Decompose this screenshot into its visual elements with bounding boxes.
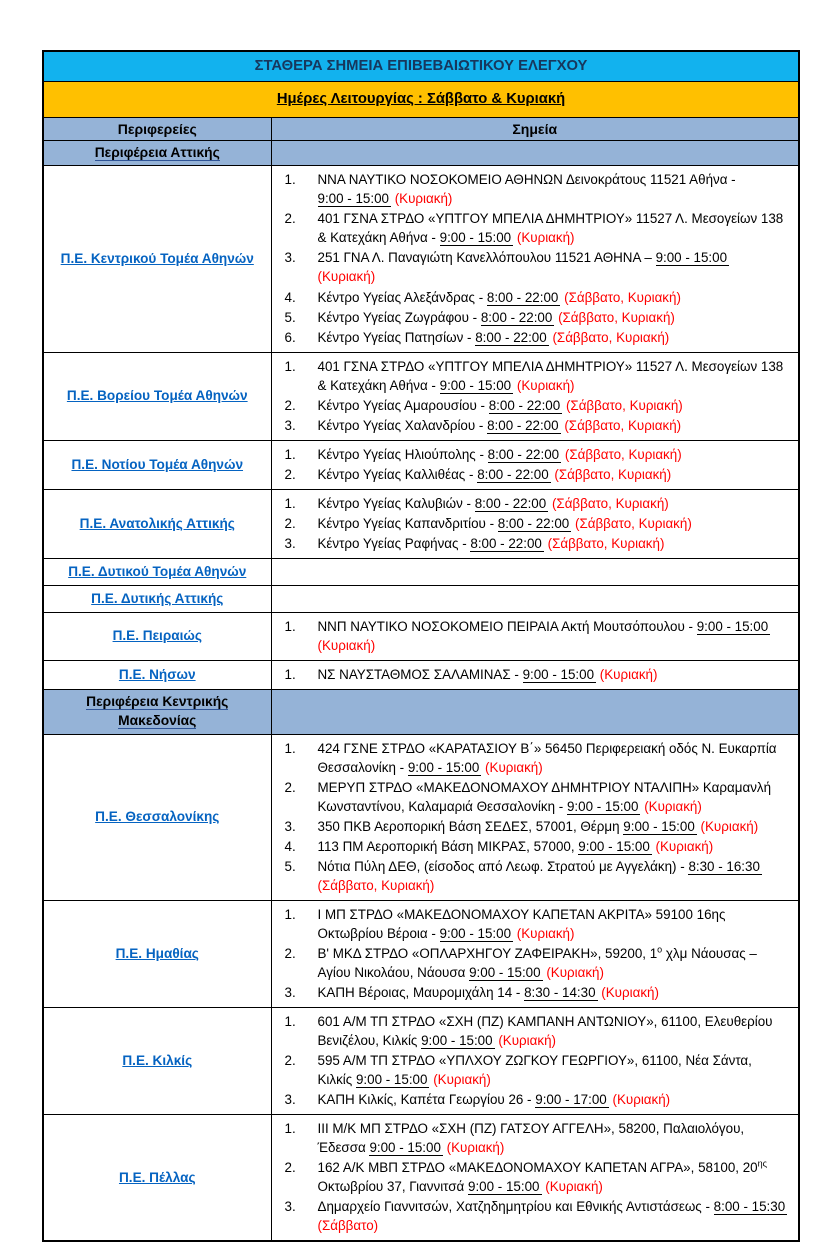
point-time: 9:00 - 15:00: [369, 1140, 441, 1156]
points-cell: [271, 734, 799, 900]
point-time: 9:00 - 17:00: [535, 1092, 607, 1108]
points-cell: [271, 558, 799, 585]
title-row: [43, 51, 799, 82]
region-name: Π.Ε. Δυτικού Τομέα Αθηνών: [68, 563, 247, 579]
column-header-regions: Περιφερείες: [43, 118, 271, 141]
point-text: Νότια Πύλη ΔΕΘ, (είσοδος από Λεωφ. Στρατού με Αγγελάκη) -: [317, 858, 685, 874]
region-name-cell: [43, 489, 271, 558]
point-days: (Κυριακή): [485, 759, 543, 775]
region-name: Π.Ε. Κεντρικού Τομέα Αθηνών: [60, 250, 254, 266]
point-time: 8:00 - 22:00: [474, 495, 547, 511]
column-header-points: Σημεία: [271, 118, 799, 141]
region-name-cell: [43, 558, 271, 585]
point-time: 9:00 - 15:00: [578, 838, 650, 854]
point-item: [272, 170, 791, 208]
superscript-text: ης: [757, 1158, 767, 1169]
point-item: [272, 778, 791, 816]
point-time: 8:30 - 16:30: [688, 858, 760, 874]
points-list: [272, 1119, 791, 1235]
section-row: [43, 141, 799, 166]
points-cell: [271, 489, 799, 558]
points-cell: [271, 440, 799, 489]
point-item: [272, 905, 791, 943]
point-time: 9:00 - 15:00: [522, 666, 595, 682]
point-days: (Σάββατο, Κυριακή): [574, 515, 692, 531]
point-time: 9:00 - 15:00: [468, 1179, 540, 1195]
region-name-cell: [43, 900, 271, 1007]
section-label: [43, 141, 271, 166]
point-time: 8:00 - 22:00: [486, 289, 559, 305]
point-days: (Σάββατο): [317, 1218, 379, 1234]
region-name-cell: [43, 1008, 271, 1115]
point-time: 9:00 - 15:00: [421, 1033, 493, 1049]
point-text: 350 ΠΚΒ Αεροπορική Βάση ΣΕΔΕΣ, 57001, Θέρμη: [317, 818, 620, 834]
point-text: ΝΣ ΝΑΥΣΤΑΘΜΟΣ ΣΑΛΑΜΙΝΑΣ -: [317, 666, 519, 682]
point-item: [272, 983, 791, 1002]
superscript-text: ο: [657, 944, 663, 955]
region-name-cell: [43, 612, 271, 660]
point-item: [272, 357, 791, 395]
point-item: [272, 209, 791, 247]
point-time: 8:00 - 22:00: [497, 515, 570, 531]
point-time: 8:00 - 22:00: [488, 397, 561, 413]
section-empty-cell: [271, 141, 799, 166]
point-text: Κέντρο Υγείας Αλεξάνδρας -: [317, 289, 484, 305]
section-label-text: Περιφέρεια Κεντρικής Μακεδονίας: [86, 693, 229, 729]
point-item: [272, 1012, 791, 1050]
points-list: [272, 665, 791, 684]
region-name: Π.Ε. Πέλλας: [118, 1169, 196, 1185]
point-time: 8:00 - 22:00: [487, 446, 560, 462]
points-list: [272, 739, 791, 895]
points-list: [272, 1012, 791, 1109]
point-text: Δημαρχείο Γιαννιτσών, Χατζηδημητρίου και Εθνικής Αντιστάσεως -: [317, 1199, 710, 1215]
point-text: 113 ΠΜ Αεροπορική Βάση ΜΙΚΡΑΣ, 57000,: [317, 838, 575, 854]
point-text: Ι ΜΠ ΣΤΡΔΟ «ΜΑΚΕΔΟΝΟΜΑΧΟΥ ΚΑΠΕΤΑΝ ΑΚΡΙΤΑ» 59100 16ης Οκτωβρίου Βέροια -: [317, 906, 726, 941]
points-list: [272, 445, 791, 484]
points-cell: [271, 660, 799, 689]
point-text: Κέντρο Υγείας Αμαρουσίου -: [317, 397, 485, 413]
point-text: 424 ΓΣΝΕ ΣΤΡΔΟ «ΚΑΡΑΤΑΣΙΟΥ Β΄» 56450 Περιφερειακή οδός Ν. Ευκαρπία Θεσσαλονίκη -: [317, 740, 777, 775]
point-text: ΚΑΠΗ Βέροιας, Μαυρομιχάλη 14 -: [317, 984, 521, 1000]
point-days: (Σάββατο, Κυριακή): [565, 397, 683, 413]
point-text: ΝΝΑ ΝΑΥΤΙΚΟ ΝΟΣΟΚΟΜΕΙΟ ΑΘΗΝΩΝ Δεινοκράτους 11521 Αθήνα -: [317, 172, 736, 188]
region-row: [43, 660, 799, 689]
point-item: [272, 288, 791, 307]
point-time: 9:00 - 15:00: [469, 964, 541, 980]
point-days: (Κυριακή): [599, 666, 658, 682]
region-name: Π.Ε. Δυτικής Αττικής: [91, 590, 224, 606]
region-name: Π.Ε. Κιλκίς: [122, 1052, 193, 1068]
points-cell: [271, 612, 799, 660]
point-time: 9:00 - 15:00: [439, 230, 512, 246]
region-row: [43, 352, 799, 440]
point-item: [272, 837, 791, 856]
region-row: [43, 1008, 799, 1115]
point-days: (Κυριακή): [612, 1092, 671, 1108]
region-row: [43, 900, 799, 1007]
point-item: [272, 248, 791, 286]
point-item: [272, 617, 791, 655]
region-name: Π.Ε. Βορείου Τομέα Αθηνών: [66, 387, 248, 403]
point-days: (Κυριακή): [516, 377, 575, 393]
point-time: 9:00 - 15:00: [439, 925, 512, 941]
region-row: [43, 734, 799, 900]
point-days: (Σάββατο, Κυριακή): [564, 417, 682, 433]
operating-days-text: Ημέρες Λειτουργίας : Σάββατο & Κυριακή: [276, 91, 566, 107]
region-name-cell: [43, 734, 271, 900]
point-item: [272, 739, 791, 777]
point-time: 8:00 - 15:30: [713, 1199, 786, 1215]
point-time: 9:00 - 15:00: [439, 377, 512, 393]
region-row: [43, 166, 799, 352]
document-title: ΣΤΑΘΕΡΑ ΣΗΜΕΙΑ ΕΠΙΒΕΒΑΙΩΤΙΚΟΥ ΕΛΕΓΧΟΥ: [43, 51, 799, 82]
points-cell: [271, 166, 799, 352]
point-time: 8:00 - 22:00: [487, 417, 559, 433]
point-days: (Σάββατο, Κυριακή): [551, 495, 669, 511]
point-time: 9:00 - 15:00: [407, 759, 480, 775]
point-time: 9:00 - 15:00: [655, 250, 728, 266]
point-item: [272, 514, 791, 533]
point-item: [272, 1090, 791, 1109]
point-days: (Κυριακή): [433, 1072, 491, 1088]
point-item: [272, 1051, 791, 1089]
region-row: [43, 440, 799, 489]
region-name: Π.Ε. Θεσσαλονίκης: [95, 809, 220, 825]
point-time: 8:00 - 22:00: [470, 535, 542, 551]
point-item: [272, 328, 791, 347]
point-item: [272, 944, 791, 982]
section-row: [43, 689, 799, 734]
points-cell: [271, 1008, 799, 1115]
point-item: [272, 308, 791, 327]
section-label-text: Περιφέρεια Αττικής: [94, 145, 220, 160]
point-days: (Κυριακή): [446, 1140, 505, 1156]
point-days: (Κυριακή): [317, 269, 376, 285]
region-name: Π.Ε. Νήσων: [118, 666, 196, 682]
points-list: [272, 357, 791, 435]
point-text: Κέντρο Υγείας Χαλανδρίου -: [317, 417, 484, 433]
point-time: 8:00 - 22:00: [480, 309, 553, 325]
point-text: 401 ΓΣΝΑ ΣΤΡΔΟ «ΥΠΤΓΟΥ ΜΠΕΛΙΑ ΔΗΜΗΤΡΙΟΥ» 11527 Λ. Μεσογείων 138 & Κατεχάκη Αθήνα -: [317, 358, 784, 393]
point-text: 601 Α/Μ ΤΠ ΣΤΡΔΟ «ΣΧΗ (ΠΖ) ΚΑΜΠΑΝΗ ΑΝΤΩΝΙΟΥ», 61100, Ελευθερίου Βενιζέλου, Κιλκίς: [317, 1014, 773, 1049]
point-days: (Κυριακή): [546, 964, 604, 980]
point-text: ΝΝΠ ΝΑΥΤΙΚΟ ΝΟΣΟΚΟΜΕΙΟ ΠΕΙΡΑΙΑ Ακτή Μουτσόπουλου -: [317, 618, 693, 634]
point-text: Β' ΜΚΔ ΣΤΡΔΟ «ΟΠΛΑΡΧΗΓΟΥ ΖΑΦΕΙΡΑΚΗ», 59200, $1^o$ χλμ Νάουσας – Αγίου Νικολάου, Νάουσα: [317, 944, 757, 980]
point-item: [272, 416, 791, 435]
point-item: [272, 465, 791, 484]
point-text: Κέντρο Υγείας Ραφήνας -: [317, 535, 467, 551]
point-text: 162 Α/Κ ΜΒΠ ΣΤΡΔΟ «ΜΑΚΕΔΟΝΟΜΑΧΟΥ ΚΑΠΕΤΑΝ ΑΓΡΑ», 58100, $20^{\eta\varsigma}$ Οκτωβρίου 37, Γιαννιτσά: [317, 1158, 767, 1195]
point-text: Κέντρο Υγείας Καλυβιών -: [317, 495, 471, 511]
point-time: 8:00 - 22:00: [475, 329, 547, 345]
point-time: 9:00 - 15:00: [696, 618, 769, 634]
points-cell: [271, 1115, 799, 1242]
point-days: (Κυριακή): [394, 191, 453, 207]
point-item: [272, 1197, 791, 1235]
point-days: (Σάββατο, Κυριακή): [552, 329, 670, 345]
region-name-cell: [43, 352, 271, 440]
point-item: [272, 445, 791, 464]
point-text: Κέντρο Υγείας Πατησίων -: [317, 329, 472, 345]
point-days: (Κυριακή): [601, 984, 659, 1000]
point-days: (Κυριακή): [516, 925, 575, 941]
region-row: [43, 612, 799, 660]
point-text: Κέντρο Υγείας Καπανδριτίου -: [317, 515, 495, 531]
point-text: ΜΕΡΥΠ ΣΤΡΔΟ «ΜΑΚΕΔΟΝΟΜΑΧΟΥ ΔΗΜΗΤΡΙΟΥ ΝΤΑΛΙΠΗ» Καραμανλή Κωνσταντίνου, Καλαμαριά Θεσσαλονίκη -: [317, 779, 772, 814]
point-text: Κέντρο Υγείας Ζωγράφου -: [317, 309, 478, 325]
point-days: (Σάββατο, Κυριακή): [564, 446, 682, 462]
point-days: (Κυριακή): [516, 230, 575, 246]
point-time: 9:00 - 15:00: [355, 1072, 428, 1088]
region-row: [43, 489, 799, 558]
points-cell: [271, 900, 799, 1007]
point-text: 595 Α/Μ ΤΠ ΣΤΡΔΟ «ΥΠΛΧΟΥ ΖΩΓΚΟΥ ΓΕΩΡΓΙΟΥ», 61100, Νέα Σάντα, Κιλκίς: [317, 1053, 752, 1088]
point-time: 8:00 - 22:00: [477, 466, 549, 482]
checkpoints-table: [42, 50, 800, 1242]
points-list: [272, 617, 791, 655]
point-time: 9:00 - 15:00: [317, 191, 389, 207]
region-name: Π.Ε. Ανατολικής Αττικής: [79, 515, 235, 531]
point-days: (Κυριακή): [317, 637, 376, 653]
point-text: Κέντρο Υγείας Καλλιθέας -: [317, 466, 474, 482]
region-name: Π.Ε. Ημαθίας: [115, 945, 199, 961]
point-text: 251 ΓΝΑ Λ. Παναγιώτη Κανελλόπουλου 11521 ΑΘΗΝΑ –: [317, 250, 652, 266]
point-item: [272, 665, 791, 684]
point-days: (Σάββατο, Κυριακή): [554, 466, 672, 482]
region-name-cell: [43, 660, 271, 689]
region-row: [43, 1115, 799, 1242]
point-item: [272, 1158, 791, 1196]
point-text: Κέντρο Υγείας Ηλιούπολης -: [317, 446, 484, 462]
point-time: 9:00 - 15:00: [566, 798, 639, 814]
points-list: [272, 905, 791, 1002]
table-body: [43, 141, 799, 1242]
points-cell: [271, 352, 799, 440]
point-time: 9:00 - 15:00: [623, 818, 695, 834]
region-name-cell: [43, 440, 271, 489]
points-cell: [271, 585, 799, 612]
region-row: [43, 558, 799, 585]
point-item: [272, 534, 791, 553]
section-empty-cell: [271, 689, 799, 734]
region-name-cell: [43, 1115, 271, 1242]
point-days: (Σάββατο, Κυριακή): [564, 289, 681, 305]
point-item: [272, 396, 791, 415]
point-days: (Κυριακή): [700, 818, 759, 834]
point-item: [272, 1119, 791, 1157]
region-name-cell: [43, 166, 271, 352]
points-list: [272, 494, 791, 553]
point-days: (Κυριακή): [644, 798, 702, 814]
operating-days-row: [43, 82, 799, 118]
region-name: Π.Ε. Πειραιώς: [112, 628, 202, 644]
point-item: [272, 817, 791, 836]
points-list: [272, 170, 791, 346]
section-label: [43, 689, 271, 734]
point-text: ΙΙΙ Μ/Κ ΜΠ ΣΤΡΔΟ «ΣΧΗ (ΠΖ) ΓΑΤΣΟΥ ΑΓΓΕΛΗ», 58200, Παλαιολόγου, Έδεσσα: [317, 1121, 745, 1156]
region-name: Π.Ε. Νοτίου Τομέα Αθηνών: [71, 456, 244, 472]
point-days: (Κυριακή): [545, 1179, 603, 1195]
point-days: (Σάββατο, Κυριακή): [547, 535, 665, 551]
point-item: [272, 494, 791, 513]
point-item: [272, 857, 791, 895]
region-row: [43, 585, 799, 612]
region-name-cell: [43, 585, 271, 612]
column-header-row: [43, 118, 799, 141]
point-days: (Σάββατο, Κυριακή): [317, 877, 435, 893]
operating-days-banner: [43, 82, 799, 118]
point-text: ΚΑΠΗ Κιλκίς, Καπέτα Γεωργίου 26 -: [317, 1092, 532, 1108]
point-days: (Κυριακή): [498, 1033, 556, 1049]
point-days: (Σάββατο, Κυριακή): [558, 309, 675, 325]
point-days: (Κυριακή): [655, 838, 714, 854]
point-time: 8:30 - 14:30: [524, 984, 596, 1000]
point-text: 401 ΓΣΝΑ ΣΤΡΔΟ «ΥΠΤΓΟΥ ΜΠΕΛΙΑ ΔΗΜΗΤΡΙΟΥ» 11527 Λ. Μεσογείων 138 & Κατεχάκη Αθήνα -: [317, 211, 784, 246]
